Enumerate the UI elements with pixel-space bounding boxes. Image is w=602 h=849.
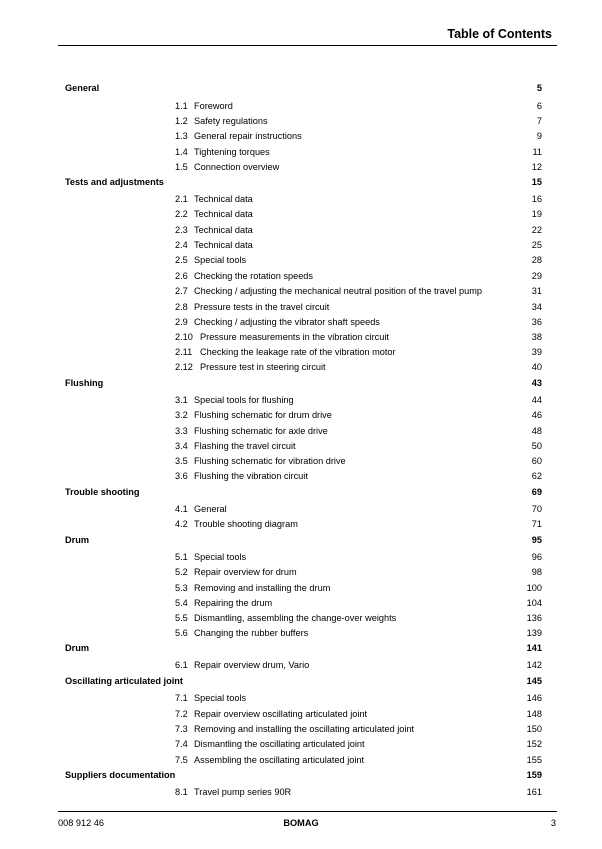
toc-page-number: 38 [531, 332, 542, 342]
footer-rule [58, 811, 557, 812]
toc-entry [0, 753, 602, 767]
toc-page-number: 5 [536, 83, 542, 93]
toc-entry [0, 722, 602, 736]
toc-section [0, 81, 602, 95]
toc-entry-number: 2.5 [175, 255, 188, 265]
toc-entry-number: 7.1 [175, 693, 188, 703]
toc-page-number: 19 [531, 209, 542, 219]
toc-entry-title: Flushing schematic for vibration drive [194, 456, 346, 466]
toc-entry-number: 2.2 [175, 209, 188, 219]
footer-page-number: 3 [550, 818, 556, 828]
toc-entry-number: 8.1 [175, 787, 188, 797]
toc-page-number: 44 [531, 395, 542, 405]
toc-entry-title: Removing and installing the drum [194, 583, 331, 593]
toc-entry [0, 596, 602, 610]
toc-entry [0, 469, 602, 483]
toc-page-number: 141 [526, 643, 542, 653]
toc-page-number: 16 [531, 194, 542, 204]
toc-entry-title: Special tools [194, 552, 247, 562]
toc-page-number: 71 [531, 519, 542, 529]
toc-page-number: 142 [526, 660, 542, 670]
toc-entry-number: 3.4 [175, 441, 188, 451]
toc-entry [0, 785, 602, 799]
toc-entry-number: 2.4 [175, 240, 188, 250]
toc-page-number: 60 [531, 456, 542, 466]
toc-section [0, 533, 602, 547]
toc-entry-title: Flashing the travel circuit [194, 441, 296, 451]
toc-page-number: 29 [531, 271, 542, 281]
toc-entry [0, 626, 602, 640]
toc-entry-title: Repair overview for drum [194, 567, 297, 577]
toc-entry-title: Checking the rotation speeds [194, 271, 314, 281]
toc-page-number: 43 [531, 378, 542, 388]
toc-entry-number: 1.5 [175, 162, 188, 172]
toc-page-number: 95 [531, 535, 542, 545]
toc-entry-number: 5.3 [175, 583, 188, 593]
toc-entry-number: 4.2 [175, 519, 188, 529]
toc-entry-number: 6.1 [175, 660, 188, 670]
toc-entry [0, 360, 602, 374]
toc-section [0, 641, 602, 655]
toc-entry-title: Flushing schematic for axle drive [194, 426, 328, 436]
toc-page-number: 50 [531, 441, 542, 451]
toc-entry [0, 223, 602, 237]
toc-page-number: 139 [526, 628, 542, 638]
toc-entry-number: 3.1 [175, 395, 188, 405]
toc-entry-title: Flushing the vibration circuit [194, 471, 308, 481]
toc-section [0, 485, 602, 499]
toc-page-number: 39 [531, 347, 542, 357]
toc-entry [0, 408, 602, 422]
toc-entry-title: Technical data [194, 225, 253, 235]
toc-entry [0, 315, 602, 329]
toc-page-number: 136 [526, 613, 542, 623]
toc-page-number: 70 [531, 504, 542, 514]
header-rule [58, 45, 557, 46]
toc-page-number: 9 [536, 131, 542, 141]
toc-entry-number: 2.9 [175, 317, 188, 327]
toc-entry-number: 2.3 [175, 225, 188, 235]
toc-entry-title: Special tools [194, 255, 247, 265]
toc-entry-title: Checking / adjusting the mechanical neutral position of the travel pump [194, 286, 483, 296]
toc-page-number: 12 [531, 162, 542, 172]
toc-entry-number: 2.11 [175, 347, 193, 357]
page-title: Table of Contents [447, 27, 552, 41]
toc-entry [0, 284, 602, 298]
toc-entry-title: Foreword [194, 101, 233, 111]
toc-page-number: 15 [531, 177, 542, 187]
toc-page-number: 155 [526, 755, 542, 765]
toc-entry [0, 300, 602, 314]
toc-entry-number: 5.5 [175, 613, 188, 623]
toc-page-number: 159 [526, 770, 542, 780]
toc-entry [0, 393, 602, 407]
toc-entry-number: 5.4 [175, 598, 188, 608]
toc-page-number: 28 [531, 255, 542, 265]
toc-page-number: 145 [526, 676, 542, 686]
toc-entry-title: Changing the rubber buffers [194, 628, 309, 638]
toc-page-number: 6 [536, 101, 542, 111]
toc-section [0, 175, 602, 189]
toc-entry-title: Checking / adjusting the vibrator shaft speeds [194, 317, 380, 327]
toc-entry [0, 269, 602, 283]
toc-entry [0, 345, 602, 359]
toc-entry [0, 691, 602, 705]
toc-page-number: 62 [531, 471, 542, 481]
toc-entry-title: Special tools [194, 693, 247, 703]
toc-page-number: 148 [526, 709, 542, 719]
toc-page-number: 34 [531, 302, 542, 312]
toc-section-title: Flushing [65, 378, 104, 388]
toc-entry [0, 439, 602, 453]
toc-page-number: 36 [531, 317, 542, 327]
toc-entry [0, 424, 602, 438]
toc-page-number: 100 [526, 583, 542, 593]
toc-page-number: 7 [536, 116, 542, 126]
toc-entry-title: Repair overview drum, Vario [194, 660, 310, 670]
toc-page-number: 96 [531, 552, 542, 562]
toc-page-number: 31 [531, 286, 542, 296]
toc-entry-title: Dismantling, assembling the change-over weights [194, 613, 397, 623]
toc-entry-number: 5.2 [175, 567, 188, 577]
toc-entry [0, 611, 602, 625]
toc-entry-title: Technical data [194, 209, 253, 219]
toc-entry-title: Removing and installing the oscillating articulated joint [194, 724, 415, 734]
toc-entry [0, 330, 602, 344]
toc-entry [0, 238, 602, 252]
toc-page-number: 161 [526, 787, 542, 797]
toc-entry-number: 7.5 [175, 755, 188, 765]
toc-entry-title: Repair overview oscillating articulated joint [194, 709, 368, 719]
toc-entry-number: 2.8 [175, 302, 188, 312]
footer-brand: BOMAG [283, 818, 319, 828]
toc-page-number: 40 [531, 362, 542, 372]
toc-entry-number: 2.10 [175, 332, 193, 342]
toc-entry-title: Safety regulations [194, 116, 268, 126]
toc-entry [0, 517, 602, 531]
toc-section-title: Tests and adjustments [65, 177, 164, 187]
toc-entry [0, 207, 602, 221]
toc-entry [0, 145, 602, 159]
toc-entry-number: 3.3 [175, 426, 188, 436]
toc-entry-number: 7.3 [175, 724, 188, 734]
toc-entry [0, 550, 602, 564]
toc-entry-number: 3.5 [175, 456, 188, 466]
toc-entry-title: Special tools for flushing [194, 395, 294, 405]
toc-entry-number: 3.6 [175, 471, 188, 481]
toc-entry [0, 99, 602, 113]
toc-entry-number: 1.2 [175, 116, 188, 126]
toc-entry-number: 7.2 [175, 709, 188, 719]
toc-entry-title: Tightening torques [194, 147, 270, 157]
toc-section [0, 768, 602, 782]
toc-entry-title: Technical data [194, 194, 253, 204]
toc-entry-number: 5.6 [175, 628, 188, 638]
toc-entry [0, 658, 602, 672]
toc-entry-number: 7.4 [175, 739, 188, 749]
toc-entry-number: 2.12 [175, 362, 193, 372]
toc-entry [0, 565, 602, 579]
toc-entry-number: 4.1 [175, 504, 188, 514]
toc-entry-number: 5.1 [175, 552, 188, 562]
toc-entry-title: Connection overview [194, 162, 280, 172]
toc-entry-title: Travel pump series 90R [194, 787, 292, 797]
toc-entry-number: 3.2 [175, 410, 188, 420]
toc-entry [0, 502, 602, 516]
toc-entry-title: Repairing the drum [194, 598, 273, 608]
toc-entry [0, 129, 602, 143]
toc-entry [0, 581, 602, 595]
toc-entry-title: Pressure tests in the travel circuit [194, 302, 330, 312]
toc-page-number: 98 [531, 567, 542, 577]
toc-entry-title: Pressure test in steering circuit [200, 362, 326, 372]
toc-entry-title: Dismantling the oscillating articulated joint [194, 739, 365, 749]
toc-entry-title: Pressure measurements in the vibration circuit [200, 332, 389, 342]
toc-page-number: 152 [526, 739, 542, 749]
toc-page-number: 150 [526, 724, 542, 734]
toc-page-number: 46 [531, 410, 542, 420]
toc-section [0, 376, 602, 390]
toc-section-title: General [65, 83, 100, 93]
footer-doc-number: 008 912 46 [58, 818, 104, 828]
toc-section [0, 674, 602, 688]
toc-page-number: 48 [531, 426, 542, 436]
toc-entry-number: 1.1 [175, 101, 188, 111]
toc-section-title: Drum [65, 535, 89, 545]
toc-entry-title: Trouble shooting diagram [194, 519, 298, 529]
toc-entry [0, 707, 602, 721]
toc-page-number: 22 [531, 225, 542, 235]
toc-section-title: Trouble shooting [65, 487, 140, 497]
toc-entry-number: 2.7 [175, 286, 188, 296]
toc-entry [0, 114, 602, 128]
toc-page-number: 25 [531, 240, 542, 250]
toc-page-number: 104 [526, 598, 542, 608]
toc-page-number: 69 [531, 487, 542, 497]
toc-entry-title: General repair instructions [194, 131, 302, 141]
toc-entry-title: Technical data [194, 240, 253, 250]
toc-entry-number: 2.1 [175, 194, 188, 204]
toc-entry [0, 454, 602, 468]
toc-entry-number: 2.6 [175, 271, 188, 281]
toc-entry [0, 737, 602, 751]
toc-page-number: 146 [526, 693, 542, 703]
toc-page-number: 11 [532, 147, 542, 157]
toc-entry-title: Flushing schematic for drum drive [194, 410, 332, 420]
toc-entry-number: 1.4 [175, 147, 188, 157]
toc-section-title: Oscillating articulated joint [65, 676, 183, 686]
toc-entry-number: 1.3 [175, 131, 188, 141]
toc-entry [0, 192, 602, 206]
toc-section-title: Suppliers documentation [65, 770, 176, 780]
toc-entry-title: General [194, 504, 227, 514]
toc-entry-title: Checking the leakage rate of the vibration motor [200, 347, 396, 357]
toc-entry-title: Assembling the oscillating articulated joint [194, 755, 365, 765]
toc-entry [0, 253, 602, 267]
toc-entry [0, 160, 602, 174]
toc-section-title: Drum [65, 643, 89, 653]
